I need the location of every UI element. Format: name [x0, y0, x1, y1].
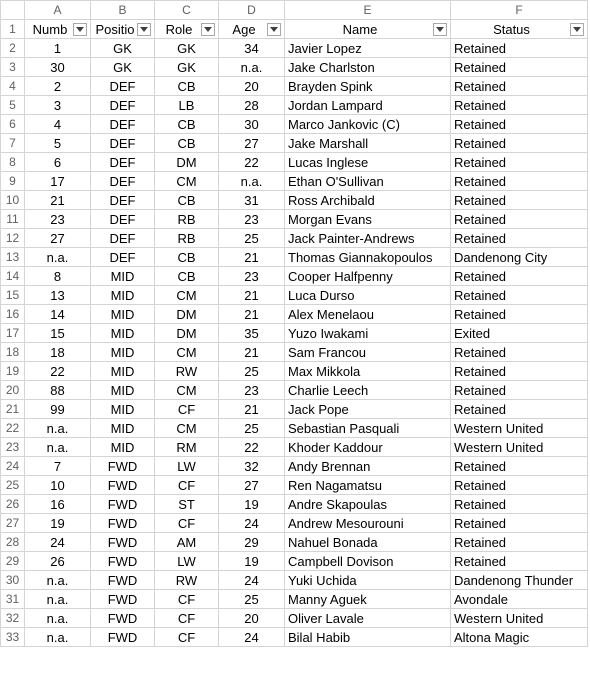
cell[interactable]: Andrew Mesourouni — [285, 514, 451, 533]
cell[interactable]: Luca Durso — [285, 286, 451, 305]
cell[interactable]: Alex Menelaou — [285, 305, 451, 324]
cell[interactable]: DEF — [91, 153, 155, 172]
cell[interactable]: 25 — [219, 419, 285, 438]
cell[interactable]: CF — [155, 400, 219, 419]
cell[interactable]: FWD — [91, 495, 155, 514]
table-row — [1, 552, 588, 571]
cell[interactable]: 10 — [25, 476, 91, 495]
cell[interactable]: Lucas Inglese — [285, 153, 451, 172]
cell[interactable]: Jack Painter-Andrews — [285, 229, 451, 248]
cell[interactable]: 27 — [219, 476, 285, 495]
cell[interactable]: Retained — [451, 210, 588, 229]
row-number[interactable]: 26 — [1, 495, 25, 514]
column-header-c[interactable]: C — [155, 1, 219, 20]
row-number[interactable]: 22 — [1, 419, 25, 438]
cell[interactable]: Retained — [451, 381, 588, 400]
cell[interactable]: Retained — [451, 191, 588, 210]
cell[interactable]: DEF — [91, 229, 155, 248]
cell[interactable]: 26 — [25, 552, 91, 571]
row-number[interactable]: 15 — [1, 286, 25, 305]
cell[interactable]: CM — [155, 343, 219, 362]
table-row — [1, 172, 588, 191]
cell[interactable]: Exited — [451, 324, 588, 343]
cell[interactable]: 19 — [25, 514, 91, 533]
cell[interactable]: Western United — [451, 609, 588, 628]
row-number[interactable]: 2 — [1, 39, 25, 58]
cell[interactable]: 1 — [25, 39, 91, 58]
table-row — [1, 115, 588, 134]
table-row — [1, 571, 588, 590]
table-row — [1, 229, 588, 248]
column-header-e[interactable]: E — [285, 1, 451, 20]
cell[interactable]: 34 — [219, 39, 285, 58]
column-header-b[interactable]: B — [91, 1, 155, 20]
cell[interactable]: 16 — [25, 495, 91, 514]
cell[interactable]: FWD — [91, 609, 155, 628]
row-number[interactable]: 21 — [1, 400, 25, 419]
table-row — [1, 248, 588, 267]
cell[interactable]: Sam Francou — [285, 343, 451, 362]
cell[interactable]: n.a. — [25, 419, 91, 438]
row-number[interactable]: 17 — [1, 324, 25, 343]
table-row — [1, 153, 588, 172]
row-number[interactable]: 7 — [1, 134, 25, 153]
cell[interactable]: 27 — [219, 134, 285, 153]
cell[interactable]: 21 — [219, 400, 285, 419]
cell[interactable]: RB — [155, 210, 219, 229]
header-cell[interactable] — [451, 20, 588, 39]
cell[interactable]: 30 — [219, 115, 285, 134]
table-row — [1, 134, 588, 153]
table-row — [1, 96, 588, 115]
cell[interactable]: CB — [155, 77, 219, 96]
cell[interactable]: Sebastian Pasquali — [285, 419, 451, 438]
row-number[interactable]: 25 — [1, 476, 25, 495]
cell[interactable]: 20 — [219, 77, 285, 96]
header-label: Role — [165, 21, 193, 37]
cell[interactable]: Retained — [451, 229, 588, 248]
table-row — [1, 457, 588, 476]
table-row — [1, 362, 588, 381]
header-cell[interactable] — [25, 20, 91, 39]
header-label: Numb — [32, 21, 68, 37]
cell[interactable]: 17 — [25, 172, 91, 191]
cell[interactable]: 25 — [219, 362, 285, 381]
cell[interactable]: Dandenong Thunder — [451, 571, 588, 590]
cell[interactable]: 35 — [219, 324, 285, 343]
table-row — [1, 514, 588, 533]
header-cell[interactable] — [219, 20, 285, 39]
cell[interactable]: Dandenong City — [451, 248, 588, 267]
cell[interactable]: RW — [155, 571, 219, 590]
cell[interactable]: CB — [155, 267, 219, 286]
cell[interactable]: RM — [155, 438, 219, 457]
cell[interactable]: DM — [155, 153, 219, 172]
cell[interactable]: GK — [155, 39, 219, 58]
cell[interactable]: Retained — [451, 267, 588, 286]
row-number[interactable]: 12 — [1, 229, 25, 248]
cell[interactable]: Avondale — [451, 590, 588, 609]
cell[interactable]: Retained — [451, 343, 588, 362]
cell[interactable]: MID — [91, 419, 155, 438]
column-header-f[interactable]: F — [451, 1, 588, 20]
cell[interactable]: Retained — [451, 153, 588, 172]
table-row — [1, 77, 588, 96]
table-row — [1, 210, 588, 229]
cell[interactable]: ST — [155, 495, 219, 514]
table-row — [1, 58, 588, 77]
cell[interactable]: 22 — [25, 362, 91, 381]
cell[interactable]: Retained — [451, 495, 588, 514]
cell[interactable]: Andy Brennan — [285, 457, 451, 476]
header-label: Status — [493, 21, 530, 37]
row-number[interactable]: 9 — [1, 172, 25, 191]
row-number[interactable]: 13 — [1, 248, 25, 267]
cell[interactable]: Retained — [451, 533, 588, 552]
table-row — [1, 533, 588, 552]
row-number[interactable]: 30 — [1, 571, 25, 590]
cell[interactable]: 6 — [25, 153, 91, 172]
table-row — [1, 324, 588, 343]
cell[interactable]: DM — [155, 305, 219, 324]
cell[interactable]: 22 — [219, 438, 285, 457]
cell[interactable]: 14 — [25, 305, 91, 324]
cell[interactable]: Retained — [451, 305, 588, 324]
cell[interactable]: MID — [91, 305, 155, 324]
row-number[interactable]: 33 — [1, 628, 25, 647]
cell[interactable]: 21 — [219, 343, 285, 362]
cell[interactable]: CF — [155, 590, 219, 609]
table-row — [1, 267, 588, 286]
cell[interactable]: Retained — [451, 457, 588, 476]
table-row — [1, 39, 588, 58]
row-number[interactable]: 14 — [1, 267, 25, 286]
cell[interactable]: n.a. — [25, 628, 91, 647]
cell[interactable]: CM — [155, 172, 219, 191]
cell[interactable]: DEF — [91, 191, 155, 210]
cell[interactable]: 2 — [25, 77, 91, 96]
row-number[interactable]: 19 — [1, 362, 25, 381]
table-row — [1, 305, 588, 324]
row-number[interactable]: 1 — [1, 20, 25, 39]
cell[interactable]: Retained — [451, 514, 588, 533]
cell[interactable]: 24 — [219, 628, 285, 647]
cell[interactable]: FWD — [91, 571, 155, 590]
row-number[interactable]: 31 — [1, 590, 25, 609]
cell[interactable]: 3 — [25, 96, 91, 115]
cell[interactable]: Javier Lopez — [285, 39, 451, 58]
table-row — [1, 191, 588, 210]
cell[interactable]: CF — [155, 628, 219, 647]
cell[interactable]: Retained — [451, 115, 588, 134]
table-row — [1, 495, 588, 514]
cell[interactable]: CF — [155, 609, 219, 628]
cell[interactable]: 19 — [219, 552, 285, 571]
cell[interactable]: DEF — [91, 172, 155, 191]
cell[interactable]: Yuki Uchida — [285, 571, 451, 590]
cell[interactable]: Jake Charlston — [285, 58, 451, 77]
cell[interactable]: CM — [155, 286, 219, 305]
cell[interactable]: 5 — [25, 134, 91, 153]
table-row — [1, 628, 588, 647]
table-row — [1, 609, 588, 628]
cell[interactable]: Thomas Giannakopoulos — [285, 248, 451, 267]
cell[interactable]: Charlie Leech — [285, 381, 451, 400]
cell[interactable]: 21 — [219, 286, 285, 305]
cell[interactable]: GK — [91, 58, 155, 77]
header-label: Positio — [95, 21, 135, 37]
cell[interactable]: 31 — [219, 191, 285, 210]
cell[interactable]: Marco Jankovic (C) — [285, 115, 451, 134]
row-number[interactable]: 8 — [1, 153, 25, 172]
filter-dropdown-icon[interactable] — [433, 23, 447, 36]
cell[interactable]: FWD — [91, 476, 155, 495]
cell[interactable]: n.a. — [25, 590, 91, 609]
cell[interactable]: 23 — [219, 267, 285, 286]
row-number[interactable]: 28 — [1, 533, 25, 552]
cell[interactable]: DEF — [91, 96, 155, 115]
cell[interactable]: 18 — [25, 343, 91, 362]
row-number[interactable]: 23 — [1, 438, 25, 457]
table-row — [1, 438, 588, 457]
header-label: Name — [342, 21, 378, 37]
row-number[interactable]: 4 — [1, 77, 25, 96]
table-row — [1, 419, 588, 438]
cell[interactable]: LW — [155, 552, 219, 571]
cell[interactable]: CM — [155, 419, 219, 438]
cell[interactable]: MID — [91, 362, 155, 381]
cell[interactable]: 19 — [219, 495, 285, 514]
row-number[interactable]: 6 — [1, 115, 25, 134]
cell[interactable]: 25 — [219, 229, 285, 248]
cell[interactable]: n.a. — [219, 172, 285, 191]
cell[interactable]: 22 — [219, 153, 285, 172]
cell[interactable]: 88 — [25, 381, 91, 400]
cell[interactable]: n.a. — [25, 571, 91, 590]
cell[interactable]: Retained — [451, 552, 588, 571]
cell[interactable]: 24 — [25, 533, 91, 552]
cell[interactable]: Nahuel Bonada — [285, 533, 451, 552]
cell[interactable]: Yuzo Iwakami — [285, 324, 451, 343]
cell[interactable]: 21 — [219, 248, 285, 267]
cell[interactable]: DEF — [91, 248, 155, 267]
cell[interactable]: 32 — [219, 457, 285, 476]
cell[interactable]: Manny Aguek — [285, 590, 451, 609]
cell[interactable]: AM — [155, 533, 219, 552]
column-header-d[interactable]: D — [219, 1, 285, 20]
cell[interactable]: Retained — [451, 96, 588, 115]
cell[interactable]: CF — [155, 476, 219, 495]
filter-dropdown-icon[interactable] — [201, 23, 215, 36]
cell[interactable]: n.a. — [25, 609, 91, 628]
table-row — [1, 381, 588, 400]
header-cell[interactable] — [155, 20, 219, 39]
cell[interactable]: LW — [155, 457, 219, 476]
cell[interactable]: 7 — [25, 457, 91, 476]
cell[interactable]: RB — [155, 229, 219, 248]
cell[interactable]: FWD — [91, 590, 155, 609]
row-number[interactable]: 16 — [1, 305, 25, 324]
cell[interactable]: Brayden Spink — [285, 77, 451, 96]
cell[interactable]: LB — [155, 96, 219, 115]
cell[interactable]: 29 — [219, 533, 285, 552]
cell[interactable]: Retained — [451, 39, 588, 58]
cell[interactable]: CB — [155, 134, 219, 153]
cell[interactable]: Cooper Halfpenny — [285, 267, 451, 286]
filter-dropdown-icon[interactable] — [570, 23, 584, 36]
cell[interactable]: MID — [91, 267, 155, 286]
cell[interactable]: Jordan Lampard — [285, 96, 451, 115]
row-number[interactable]: 32 — [1, 609, 25, 628]
filter-dropdown-icon[interactable] — [73, 23, 87, 36]
cell[interactable]: Retained — [451, 400, 588, 419]
table-row — [1, 400, 588, 419]
cell[interactable]: n.a. — [25, 438, 91, 457]
cell[interactable]: Retained — [451, 58, 588, 77]
table-row — [1, 476, 588, 495]
cell[interactable]: FWD — [91, 552, 155, 571]
cell[interactable]: DM — [155, 324, 219, 343]
row-number[interactable]: 11 — [1, 210, 25, 229]
cell[interactable]: 21 — [25, 191, 91, 210]
cell[interactable]: Western United — [451, 438, 588, 457]
cell[interactable]: Retained — [451, 77, 588, 96]
header-label: Age — [232, 21, 256, 37]
row-number[interactable]: 24 — [1, 457, 25, 476]
cell[interactable]: 23 — [219, 210, 285, 229]
cell[interactable]: 20 — [219, 609, 285, 628]
cell[interactable]: 23 — [25, 210, 91, 229]
table-header-row — [1, 20, 588, 39]
row-number[interactable]: 10 — [1, 191, 25, 210]
cell[interactable]: 27 — [25, 229, 91, 248]
cell[interactable]: n.a. — [219, 58, 285, 77]
cell[interactable]: 25 — [219, 590, 285, 609]
cell[interactable]: Morgan Evans — [285, 210, 451, 229]
cell[interactable]: Jake Marshall — [285, 134, 451, 153]
cell[interactable]: FWD — [91, 533, 155, 552]
column-header-a[interactable]: A — [25, 1, 91, 20]
cell[interactable]: FWD — [91, 457, 155, 476]
cell[interactable]: Ross Archibald — [285, 191, 451, 210]
cell[interactable]: 23 — [219, 381, 285, 400]
cell[interactable]: 24 — [219, 514, 285, 533]
cell[interactable]: 30 — [25, 58, 91, 77]
select-all-corner[interactable] — [1, 1, 25, 20]
cell[interactable]: Ren Nagamatsu — [285, 476, 451, 495]
cell[interactable]: RW — [155, 362, 219, 381]
row-number[interactable]: 20 — [1, 381, 25, 400]
cell[interactable]: Max Mikkola — [285, 362, 451, 381]
cell[interactable]: CB — [155, 191, 219, 210]
cell[interactable]: 28 — [219, 96, 285, 115]
cell[interactable]: Jack Pope — [285, 400, 451, 419]
cell[interactable]: 21 — [219, 305, 285, 324]
row-number[interactable]: 5 — [1, 96, 25, 115]
cell[interactable]: Western United — [451, 419, 588, 438]
row-number[interactable]: 3 — [1, 58, 25, 77]
header-cell[interactable] — [91, 20, 155, 39]
cell[interactable]: Ethan O'Sullivan — [285, 172, 451, 191]
cell[interactable]: CF — [155, 514, 219, 533]
cell[interactable]: DEF — [91, 134, 155, 153]
cell[interactable]: Khoder Kaddour — [285, 438, 451, 457]
cell[interactable]: MID — [91, 438, 155, 457]
cell[interactable]: DEF — [91, 210, 155, 229]
cell[interactable]: 8 — [25, 267, 91, 286]
column-header-row — [1, 1, 588, 20]
table-row — [1, 590, 588, 609]
cell[interactable]: 24 — [219, 571, 285, 590]
cell[interactable]: 13 — [25, 286, 91, 305]
cell[interactable]: MID — [91, 324, 155, 343]
cell[interactable]: Retained — [451, 362, 588, 381]
filter-dropdown-icon[interactable] — [267, 23, 281, 36]
cell[interactable]: FWD — [91, 628, 155, 647]
row-number[interactable]: 18 — [1, 343, 25, 362]
cell[interactable]: GK — [155, 58, 219, 77]
cell[interactable]: CB — [155, 248, 219, 267]
header-cell[interactable] — [285, 20, 451, 39]
row-number[interactable]: 29 — [1, 552, 25, 571]
table-row — [1, 286, 588, 305]
cell[interactable]: Campbell Dovison — [285, 552, 451, 571]
table-row — [1, 343, 588, 362]
cell[interactable]: Oliver Lavale — [285, 609, 451, 628]
cell[interactable]: CM — [155, 381, 219, 400]
cell[interactable]: MID — [91, 381, 155, 400]
cell[interactable]: DEF — [91, 115, 155, 134]
cell[interactable]: 99 — [25, 400, 91, 419]
row-number[interactable]: 27 — [1, 514, 25, 533]
cell[interactable]: Retained — [451, 286, 588, 305]
cell[interactable]: Bilal Habib — [285, 628, 451, 647]
cell[interactable]: CB — [155, 115, 219, 134]
cell[interactable]: Retained — [451, 172, 588, 191]
cell[interactable]: Altona Magic — [451, 628, 588, 647]
cell[interactable]: Retained — [451, 134, 588, 153]
cell[interactable]: GK — [91, 39, 155, 58]
filter-dropdown-icon[interactable] — [137, 23, 151, 36]
cell[interactable]: FWD — [91, 514, 155, 533]
cell[interactable]: DEF — [91, 77, 155, 96]
cell[interactable]: MID — [91, 343, 155, 362]
cell[interactable]: MID — [91, 286, 155, 305]
cell[interactable]: 4 — [25, 115, 91, 134]
cell[interactable]: n.a. — [25, 248, 91, 267]
cell[interactable]: MID — [91, 400, 155, 419]
cell[interactable]: 15 — [25, 324, 91, 343]
cell[interactable]: Andre Skapoulas — [285, 495, 451, 514]
cell[interactable]: Retained — [451, 476, 588, 495]
